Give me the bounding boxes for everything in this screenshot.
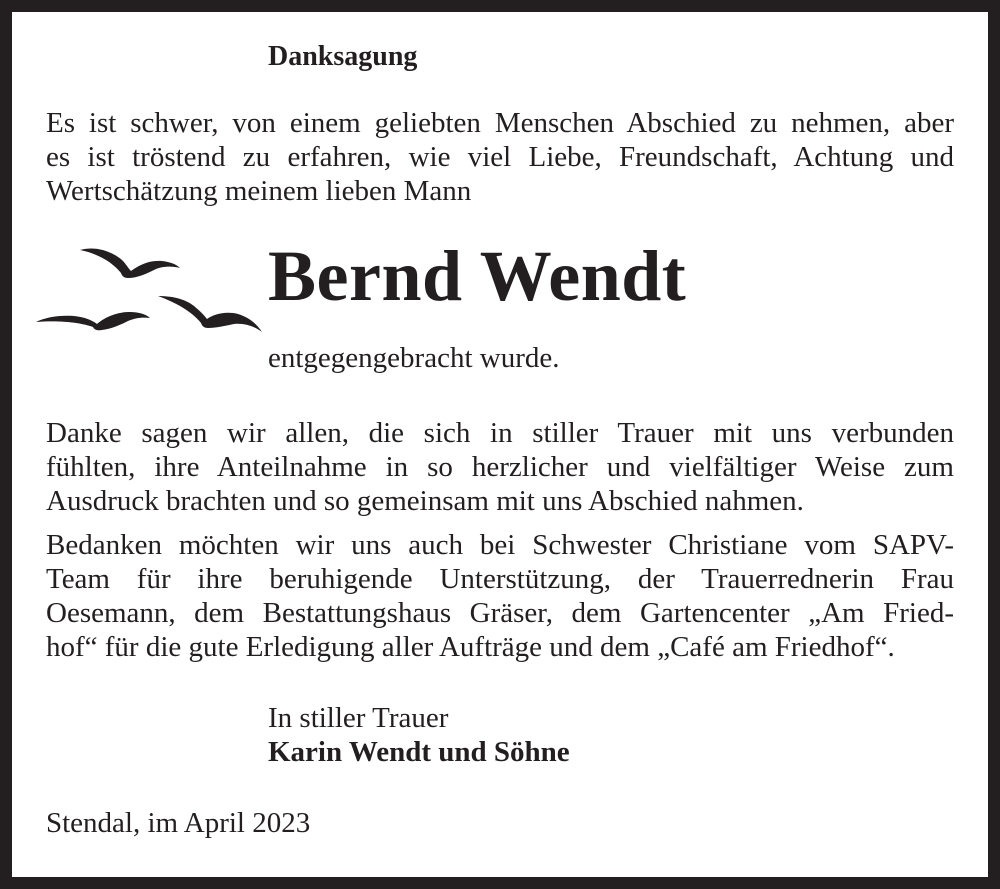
intro-line: es ist tröstend zu erfahren, wie viel Liebe, Freundschaft, Achtung und <box>46 141 954 173</box>
intro-paragraph <box>46 106 954 208</box>
thanks-line: Danke sagen wir allen, die sich in stiller Trauer mit uns verbunden <box>46 417 954 449</box>
intro-line: Es ist schwer, von einem geliebten Menschen Abschied zu nehmen, aber <box>46 107 954 139</box>
mourning-line: In stiller Trauer <box>268 702 449 734</box>
thanks-line: Ausdruck brachten und so gemeinsam mit uns Abschied nahmen. <box>46 485 804 517</box>
bird-right-icon <box>158 296 262 332</box>
thanks-line: fühlten, ihre Anteilnahme in so herzlicher und vielfältiger Weise zum <box>46 451 954 483</box>
thanks-more-line: Oesemann, dem Bestattungshaus Gräser, dem Gartencenter „Am Fried- <box>46 597 954 629</box>
thanks-more-line: Bedanken möchten wir uns auch bei Schwester Christiane vom SAPV- <box>46 529 954 561</box>
thanks-paragraph <box>46 416 954 518</box>
thanks-more-line: hof“ für die gute Erledigung aller Aufträge und dem „Café am Friedhof“. <box>46 631 895 663</box>
bird-top-icon <box>80 248 180 278</box>
thanks-more-paragraph <box>46 528 954 664</box>
bird-left-icon <box>36 312 150 330</box>
deceased-name: Bernd Wendt <box>268 236 687 316</box>
place-date: Stendal, im April 2023 <box>46 807 311 839</box>
after-name-text: entgegengebracht wurde. <box>268 342 560 374</box>
flying-birds-icon <box>34 240 266 340</box>
notice-title: Danksagung <box>268 41 418 72</box>
family-signature: Karin Wendt und Söhne <box>268 736 570 768</box>
thanks-more-line: Team für ihre beruhigende Unterstützung, der Trauerrednerin Frau <box>46 563 954 595</box>
intro-line: Wertschätzung meinem lieben Mann <box>46 175 472 207</box>
